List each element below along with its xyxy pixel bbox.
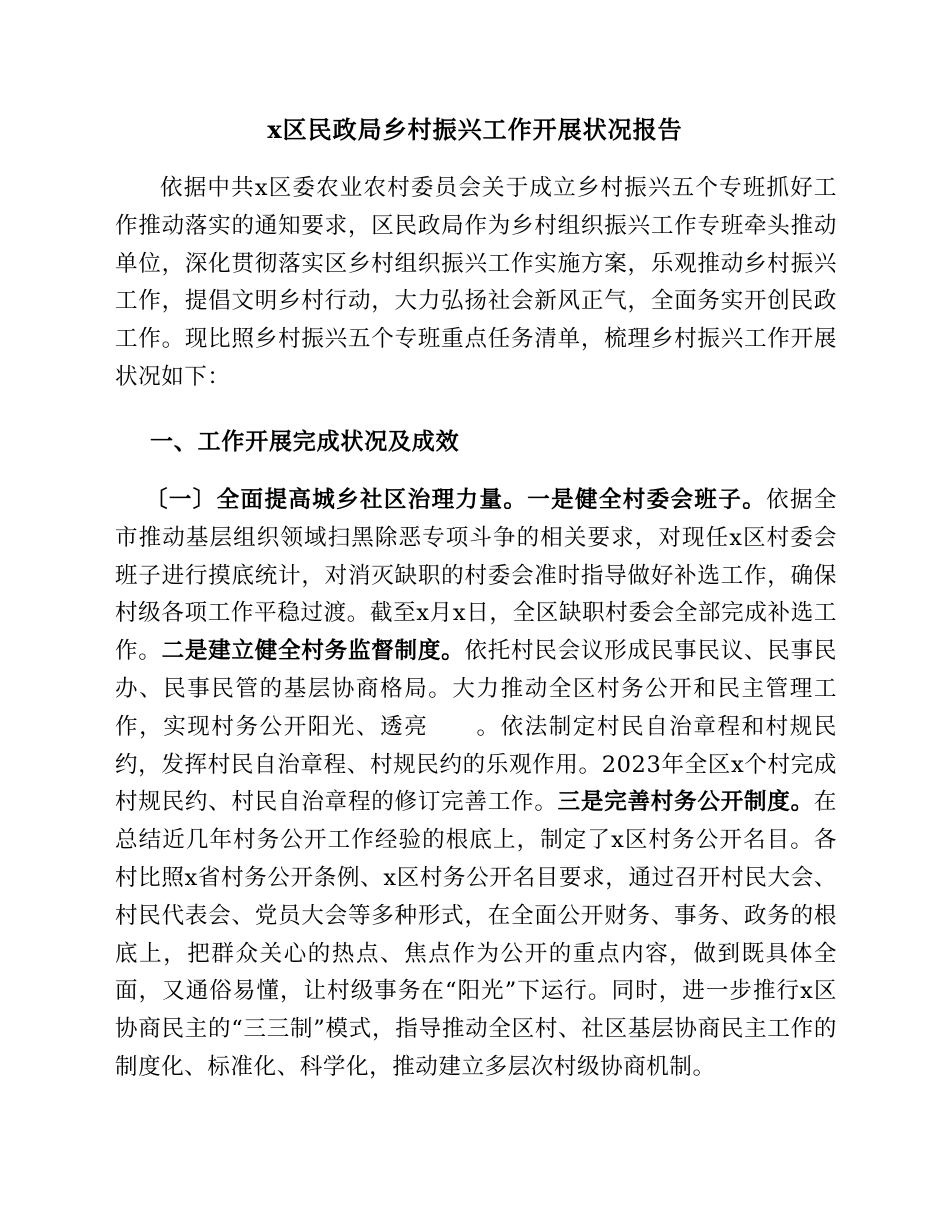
body-text-3: 在总结近几年村务公开工作经验的根底上，制定了x区村务公开名目。各村比照x省村务公开条例、x区村务公开名目要求，通过召开村民大会、村民代表会、党员大会等多种形式，在全面公开财务、事务、政务的根底上，把群众关心的热点、焦点作为公开的重点内容，做到既具体全面，又通俗易懂，让村级事务在“阳光”下运行。同时，进一步推行x区协商民主的“三三制”模式，指导推动全区村、社区基层协商民主工作的制度化、标准化、科学化，推动建立多层次村级协商机制。 — [115, 789, 837, 1080]
intro-paragraph: 依据中共x区委农业农村委员会关于成立乡村振兴五个专班抓好工作推动落实的通知要求，区民政局作为乡村组织振兴工作专班牵头推动单位，深化贯彻落实区乡村组织振兴工作实施方案，乐观推动乡村振兴工作，提倡文明乡村行动，大力弘扬社会新风正气，全面务实开创民政工作。现比照乡村振兴五个专班重点任务清单，梳理乡村振兴工作开展状况如下： — [115, 175, 837, 390]
point-three-heading: 三是完善村务公开制度。 — [557, 789, 814, 816]
point-two-heading: 二是建立健全村务监督制度。 — [161, 638, 465, 665]
document-title: x区民政局乡村振兴工作开展状况报告 — [267, 115, 683, 144]
section-heading: 一、工作开展完成状况及成效 — [150, 428, 460, 455]
body-text-2: 依托村民会议形成民事民议、民事民办、民事民管的基层协商格局。大力推动全区村务公开和民主管理工作，实现村务公开阳光、透亮 。依法制定村民自治章程和村规民约，发挥村民自治章程、村规民约的乐观作用。2023年全区x个村完成村规民约、村民自治章程的修订完善工作。 — [115, 638, 837, 816]
subsection-lead: 〔一〕全面提高城乡社区治理力量。一是健全村委会班子。 — [145, 487, 767, 513]
body-text-1: 依据全市推动基层组织领域扫黑除恶专项斗争的相关要求，对现任x区村委会班子进行摸底统计，对消灭缺职的村委会准时指导做好补选工作，确保村级各项工作平稳过渡。截至x月x日，全区缺职村委会全部完成补选工作。 — [115, 487, 837, 665]
section-body-paragraph — [115, 482, 837, 1087]
